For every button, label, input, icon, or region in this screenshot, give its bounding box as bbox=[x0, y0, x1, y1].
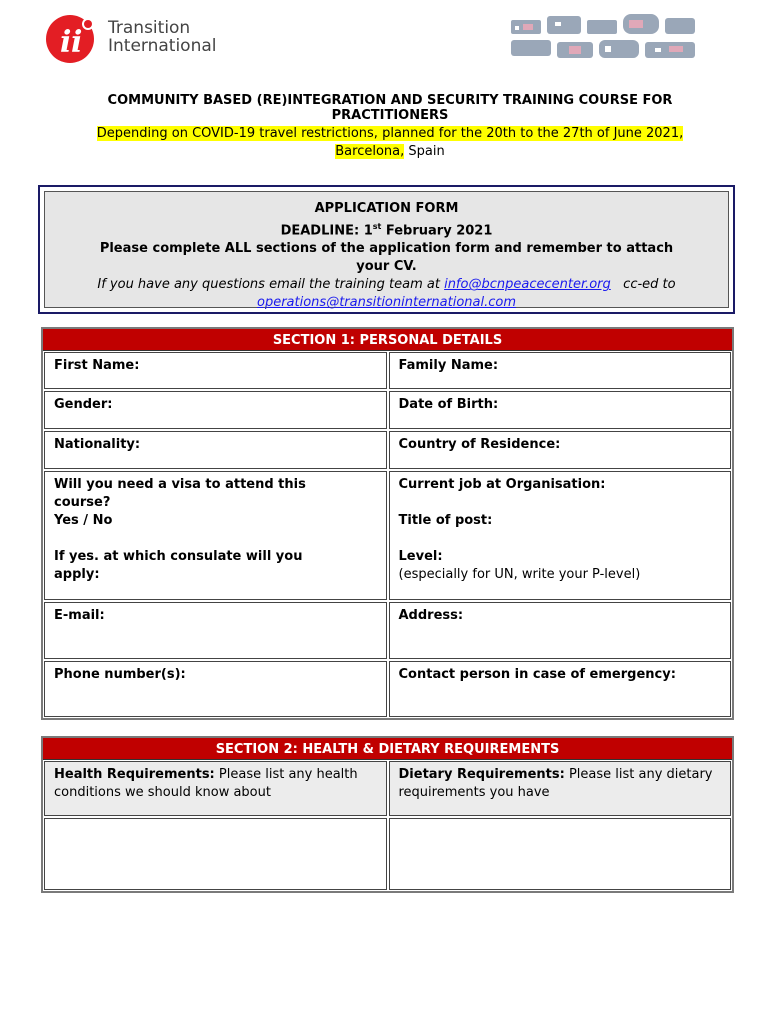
first-name-field[interactable]: First Name: bbox=[44, 352, 387, 389]
gender-field[interactable]: Gender: bbox=[44, 391, 387, 429]
logo-text-line2: International bbox=[108, 36, 217, 56]
logo-text-line1: Transition bbox=[108, 18, 191, 38]
course-subtitle bbox=[40, 125, 740, 161]
subtitle-city: Barcelona, bbox=[335, 144, 405, 159]
course-title bbox=[40, 93, 740, 123]
section2-heading: SECTION 2: HEALTH & DIETARY REQUIREMENTS bbox=[43, 738, 732, 760]
health-requirements-label: Health Requirements: Please list any health conditions we should know about bbox=[44, 761, 387, 816]
nationality-field[interactable]: Nationality: bbox=[44, 431, 387, 469]
residence-field[interactable]: Country of Residence: bbox=[389, 431, 732, 469]
subtitle-line1: Depending on COVID-19 travel restrictions, planned for the 20th to the 27th of June 2021, bbox=[96, 126, 684, 141]
application-form-box bbox=[38, 185, 735, 314]
application-heading: APPLICATION FORM bbox=[314, 201, 459, 216]
instruction-line2: your CV. bbox=[356, 259, 417, 275]
dietary-requirements-label: Dietary Requirements: Please list any dietary requirements you have bbox=[389, 761, 732, 816]
contact-email-link[interactable]: info@bcnpeacecenter.org bbox=[444, 277, 611, 293]
family-name-field[interactable]: Family Name: bbox=[389, 352, 732, 389]
course-title-line1: COMMUNITY BASED (RE)INTEGRATION AND SECURITY TRAINING COURSE FOR bbox=[107, 93, 673, 108]
transition-international-logo bbox=[45, 14, 255, 64]
operations-email-link[interactable]: operations@transitioninternational.com bbox=[257, 295, 516, 311]
ti-logo-icon bbox=[45, 14, 99, 64]
section-health-dietary bbox=[41, 736, 734, 893]
email-field[interactable]: E-mail: bbox=[44, 602, 387, 659]
course-title-line2: PRACTITIONERS bbox=[331, 108, 449, 123]
subtitle-country: Spain bbox=[404, 144, 445, 159]
address-field[interactable]: Address: bbox=[389, 602, 732, 659]
dietary-requirements-input[interactable] bbox=[389, 818, 732, 890]
visa-field[interactable]: Will you need a visa to attend this course? Yes / No If yes. at which consulate will you apply: bbox=[44, 471, 387, 600]
svg-text:i: i bbox=[60, 25, 72, 60]
instruction-line1: Please complete ALL sections of the application form and remember to attach bbox=[99, 241, 674, 257]
health-requirements-input[interactable] bbox=[44, 818, 387, 890]
deadline: DEADLINE: 1st February 2021 bbox=[280, 222, 493, 239]
svg-text:i: i bbox=[71, 25, 83, 60]
partner-logo bbox=[509, 12, 702, 67]
contact-line: If you have any questions email the training team at info@bcnpeacecenter.org cc-ed to bbox=[97, 277, 676, 293]
phone-field[interactable]: Phone number(s): bbox=[44, 661, 387, 717]
section1-heading: SECTION 1: PERSONAL DETAILS bbox=[43, 329, 732, 351]
section-personal-details bbox=[41, 327, 734, 720]
job-field[interactable]: Current job at Organisation: Title of post: Level: (especially for UN, write your P-level) bbox=[389, 471, 732, 600]
emergency-contact-field[interactable]: Contact person in case of emergency: bbox=[389, 661, 732, 717]
dob-field[interactable]: Date of Birth: bbox=[389, 391, 732, 429]
